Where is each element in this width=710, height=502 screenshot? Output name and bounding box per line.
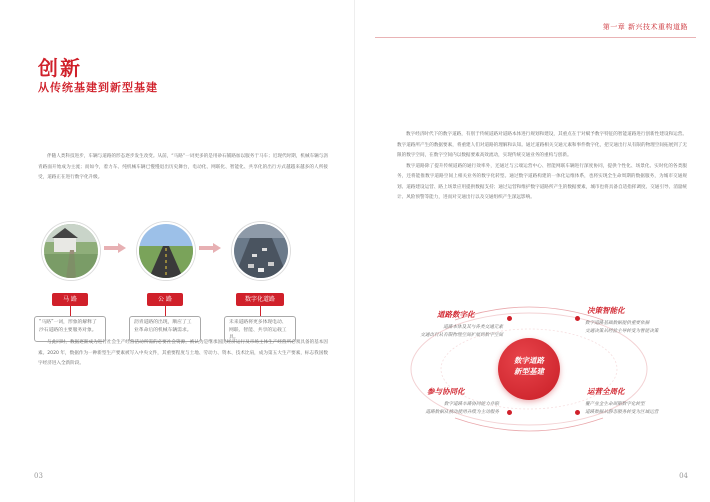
right-page — [355, 0, 710, 502]
section-subtitle: 从传统基建到新型基建 — [38, 81, 158, 94]
paragraph-part: 数字经济时代下的数字道路，有别于传统道路对道路本体进行规划和建设，其重点在于对赋予数字特征的智能道路进行创新性建设和运营。数字道路所产生的数据要素，将重建人们对道路的理解和认知。通过道路相关交通元素和事件数字化，把交通出行从有限的物理空间拓展到了无限的数字空间，在数字空间内以数据要素高效流动，实现传统交通业务的重构与创新。 — [397, 132, 687, 158]
quadrant-desc — [413, 324, 503, 340]
quadrant-desc — [403, 401, 499, 417]
stone-road-photo — [42, 222, 100, 280]
connector-line — [260, 306, 261, 316]
paragraph-part: 数字道路除了提升传统道路的通行效率外，还通过与云端运营中心、智能网联车辆进行深度协同，提供个性化、场景化、实时化的各类服务，还将能推数字道路空间上相关业务的数字化转型。通过数字道路构建的一体化运维体系，也将实现全生命周期的数据服务，为城市交通规划、道路建设运营、路上场景应用提供数据支持；通过运营和维护数字道路所产生的数据要素，城市也将具备自适指挥调度、交通引导、消量统计、风险预警等能力，进而对交通出行以及交通组织产生深远影响。 — [397, 163, 687, 200]
header-rule — [375, 37, 696, 38]
diagram-dot — [575, 316, 580, 321]
chapter-header: 第一章 新兴技术重构道路 — [602, 23, 688, 31]
diagram-dot — [575, 410, 580, 415]
desc-line: 道路数据从被动使用升级为主动服务 — [425, 410, 499, 415]
section-title: 创新 — [38, 56, 82, 80]
connector-line — [70, 306, 71, 316]
page-number: 03 — [34, 472, 43, 480]
stage-description: 沥青道路的出现，顺应了工业革命后的机械车辆需求。 — [129, 316, 201, 342]
stage-description: 未来道路将更多体现电动、网联、智能、共享的运载工具。 — [224, 316, 296, 342]
center-line-1: 数字道路 — [514, 356, 544, 365]
arrow-right-icon — [104, 243, 126, 253]
quadrant-desc — [585, 320, 681, 336]
desc-line: 交通决策从经验主导转变为智能决策 — [585, 329, 659, 334]
stage-tag-highway: 公 路 — [147, 293, 183, 306]
page-number: 04 — [679, 472, 688, 480]
center-line-2: 新型基建 — [514, 367, 544, 376]
desc-line: 数字道路基础数据提供重要依据 — [585, 321, 650, 326]
digital-road-photo — [232, 222, 290, 280]
stage-tag-dirt-road: 马 路 — [52, 293, 88, 306]
desc-line: 道路数据从静态服务转变为区域运营 — [585, 410, 659, 415]
quadrant-title-road-digitization: 道路数字化 — [437, 310, 475, 319]
center-hub-label — [498, 355, 560, 377]
desc-line: 道路本体及其与各类交通元素 — [443, 325, 503, 330]
asphalt-road-photo — [137, 222, 195, 280]
connector-line — [165, 306, 166, 316]
intro-paragraph: 伴随人类科技进步，车辆与道路的形态逐步发生改变。从前，“马路”一词更多的是用砂石铺路加以服务于马车；近现代时期，机械车辆与沥青路面开始成为主流；而如今，着力车、纯机械车辆已慢慢退出历史舞台，电动化、网联化、智能化、共享化的出行方式越越来越多的人所接受，道路正在进行数字化升级。 — [38, 154, 328, 180]
quadrant-desc — [585, 401, 685, 417]
stage-tag-digital-road: 数字化道路 — [236, 293, 284, 306]
stage-description: “马路”一词，形象的解释了沙石道路的主要服务对象。 — [34, 316, 106, 342]
desc-line: 数字道路车路协同能力并联 — [443, 402, 499, 407]
quadrant-title-collaboration: 参与协同化 — [427, 387, 465, 396]
digital-road-paragraph — [397, 130, 687, 204]
arrow-right-icon — [199, 243, 221, 253]
quadrant-title-full-cycle-operation: 运营全周化 — [587, 387, 625, 396]
quadrant-title-decision-intelligence: 决策智能化 — [587, 306, 625, 315]
desc-line: 交通出行从有限物理空间扩展到数字空间 — [420, 333, 503, 338]
diagram-dot — [507, 316, 512, 321]
desc-line: 覆产业全生命周期数字化转型 — [585, 402, 645, 407]
diagram-dot — [507, 410, 512, 415]
data-element-paragraph: 与此同时，数据逐渐成为进行社会生产经营活动所需的必要社会资源，被认为是继承国民经济运行及市场主体生产经营所必须具备的基本因素。2020 年，数据作为一种新型生产要素被写入中央文件，其重要程度与土地、劳动力、资本、技术比肩，成为第五大生产要素，标志我国数字经济进入全新阶段。 — [38, 340, 328, 366]
